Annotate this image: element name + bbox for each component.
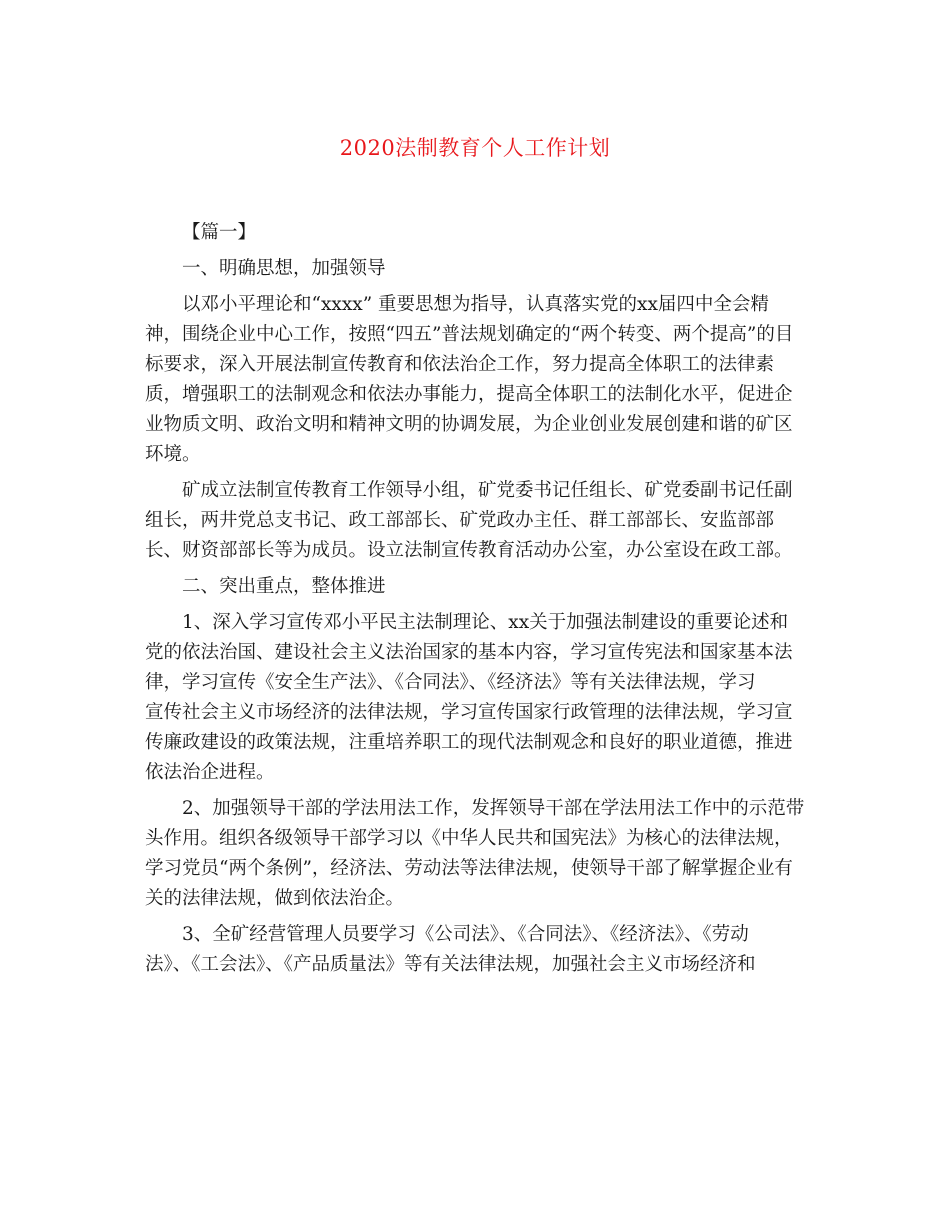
- body-paragraph: [145, 476, 805, 566]
- text-line: 传廉政建设的政策法规，注重培养职工的现代法制观念和良好的职业道德，推进: [145, 732, 793, 753]
- body-paragraph: [145, 608, 805, 788]
- section-label: [145, 218, 805, 248]
- text-line: 神，围绕企业中心工作，按照“四五”普法规划确定的“两个转变、两个提高”的目: [145, 324, 794, 345]
- text-line: 关的法律法规，做到依法治企。: [145, 888, 405, 909]
- text-line: 以邓小平理论和“xxxx” 重要思想为指导，认真落实党的xx届四中全会精: [182, 294, 769, 315]
- text-line: 头作用。组织各级领导干部学习以《中华人民共和国宪法》为核心的法律法规，: [145, 828, 793, 849]
- text-line: 【篇一】: [182, 222, 257, 243]
- body-paragraph: [145, 794, 805, 914]
- body-paragraph: [145, 290, 805, 470]
- text-line: 2、加强领导干部的学法用法工作，发挥领导干部在学法用法工作中的示范带: [182, 798, 805, 819]
- text-line: 律，学习宣传《安全生产法》、《合同法》、《经济法》等有关法律法规，学习: [145, 672, 756, 693]
- section-heading-2: [145, 572, 805, 602]
- document-body: [145, 218, 805, 980]
- text-line: 1、深入学习宣传邓小平民主法制理论、xx关于加强法制建设的重要论述和: [182, 612, 789, 633]
- text-line: 长、财资部部长等为成员。设立法制宣传教育活动办公室，办公室设在政工部。: [145, 540, 793, 561]
- text-line: 一、明确思想，加强领导: [182, 258, 386, 279]
- section-heading-1: [145, 254, 805, 284]
- text-line: 依法治企进程。: [145, 762, 275, 783]
- text-line: 3、全矿经营管理人员要学习《公司法》、《合同法》、《经济法》、《劳动: [182, 924, 749, 945]
- text-line: 质，增强职工的法制观念和依法办事能力，提高全体职工的法制化水平，促进企: [145, 384, 793, 405]
- text-line: 党的依法治国、建设社会主义法治国家的基本内容，学习宣传宪法和国家基本法: [145, 642, 793, 663]
- text-line: 矿成立法制宣传教育工作领导小组，矿党委书记任组长、矿党委副书记任副: [182, 480, 793, 501]
- text-line: 环境。: [145, 444, 201, 465]
- text-line: 组长，两井党总支书记、政工部部长、矿党政办主任、群工部部长、安监部部: [145, 510, 775, 531]
- text-line: 标要求，深入开展法制宣传教育和依法治企工作，努力提高全体职工的法律素: [145, 354, 775, 375]
- text-line: 学习党员“两个条例”，经济法、劳动法等法律法规，使领导干部了解掌握企业有: [145, 858, 793, 879]
- text-line: 二、突出重点，整体推进: [182, 576, 386, 597]
- document-title: 2020法制教育个人工作计划: [339, 136, 611, 160]
- text-line: 法》、《工会法》、《产品质量法》等有关法律法规，加强社会主义市场经济和: [145, 954, 756, 975]
- body-paragraph: [145, 920, 805, 980]
- text-line: 业物质文明、政治文明和精神文明的协调发展，为企业创业发展创建和谐的矿区: [145, 414, 793, 435]
- text-line: 宣传社会主义市场经济的法律法规，学习宣传国家行政管理的法律法规，学习宣: [145, 702, 793, 723]
